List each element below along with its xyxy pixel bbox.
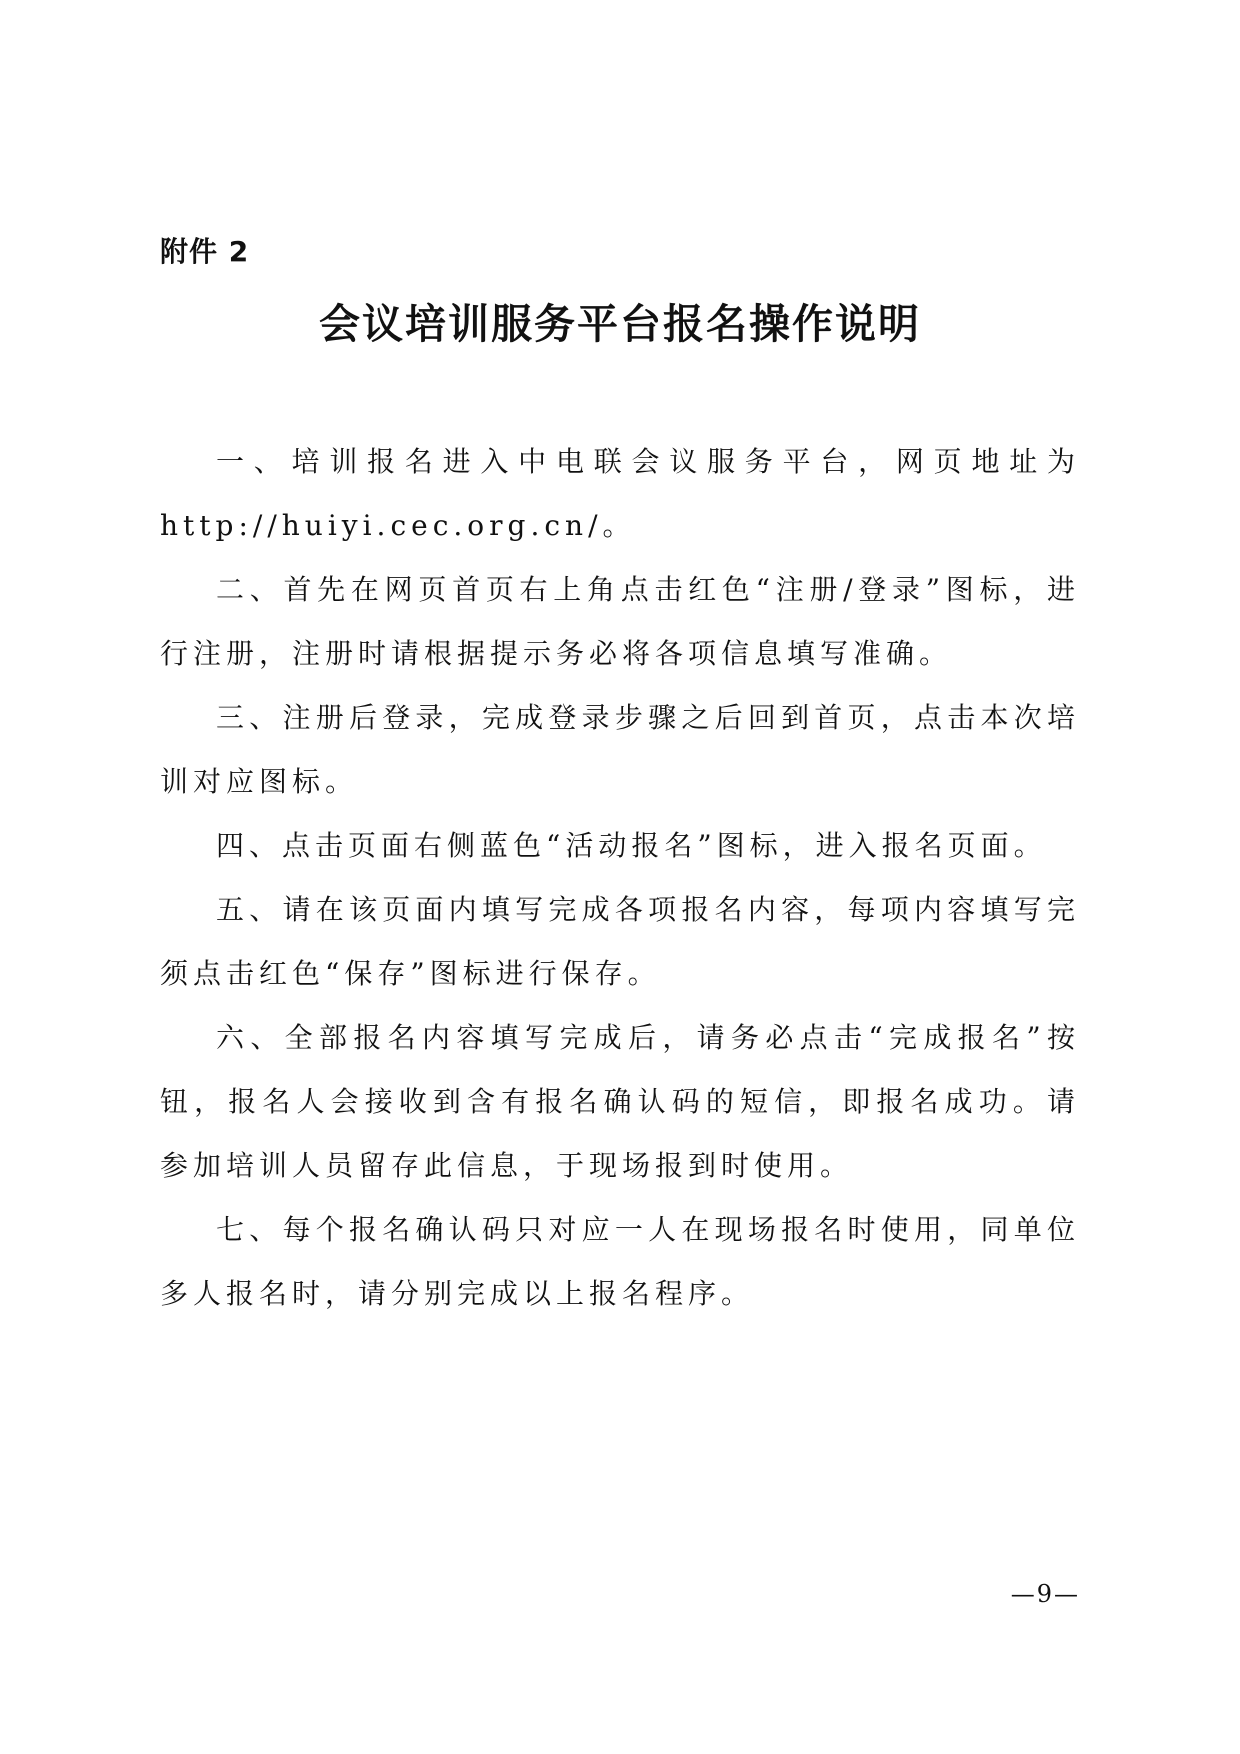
paragraph-step-6: 六、全部报名内容填写完成后，请务必点击“完成报名”按钮，报名人会接收到含有报名确认码的短信，即报名成功。请参加培训人员留存此信息，于现场报到时使用。 <box>160 1021 1080 1182</box>
page-number: —9— <box>1010 1580 1080 1608</box>
document-title: 会议培训服务平台报名操作说明 <box>319 300 921 348</box>
paragraph-step-5: 五、请在该页面内填写完成各项报名内容，每项内容填写完须点击红色“保存”图标进行保存。 <box>160 893 1080 990</box>
attachment-label: 附件 2 <box>160 235 250 268</box>
paragraph-step-3: 三、注册后登录，完成登录步骤之后回到首页，点击本次培训对应图标。 <box>160 701 1080 798</box>
paragraph-step-2: 二、首先在网页首页右上角点击红色“注册/登录”图标，进行注册，注册时请根据提示务必将各项信息填写准确。 <box>160 573 1080 670</box>
paragraph-step-7: 七、每个报名确认码只对应一人在现场报名时使用，同单位多人报名时，请分别完成以上报名程序。 <box>160 1213 1080 1310</box>
paragraph-step-4: 四、点击页面右侧蓝色“活动报名”图标，进入报名页面。 <box>216 829 1047 862</box>
document-body <box>160 430 1080 1326</box>
paragraph-step-1: 一、培训报名进入中电联会议服务平台，网页地址为 http://huiyi.cec.org.cn/。 <box>160 445 1080 542</box>
